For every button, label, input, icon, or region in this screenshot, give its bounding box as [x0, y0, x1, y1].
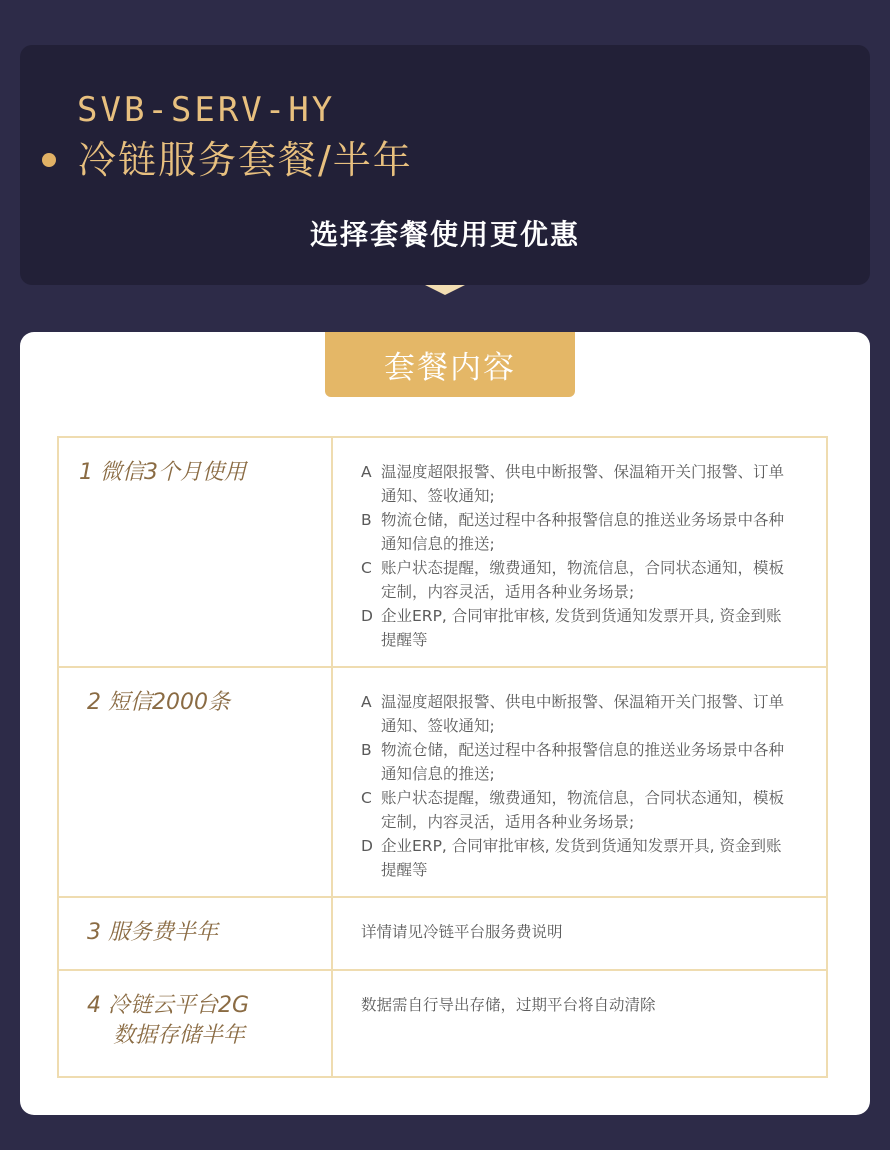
row-title-line-2: 数据存储半年 [113, 1023, 246, 1048]
row-title-line-1: 4 冷链云平台2G [87, 993, 250, 1018]
item-letter: B [361, 741, 372, 759]
bullet-dot-icon [42, 153, 56, 167]
package-card [20, 332, 870, 1115]
table-row [58, 970, 827, 1077]
package-table [57, 436, 828, 1078]
section-title-badge: 套餐内容 [325, 332, 575, 397]
list-item [361, 738, 790, 786]
item-letter: D [361, 837, 373, 855]
item-letter: A [361, 463, 372, 481]
row-title [58, 667, 332, 897]
item-letter: D [361, 607, 373, 625]
item-text: 账户状态提醒，缴费通知，物流信息，合同状态通知，模板定制，内容灵活，适用各种业务场景; [381, 559, 785, 601]
header-panel [20, 45, 870, 285]
list-item [361, 556, 790, 604]
item-text: 温湿度超限报警、供电中断报警、保温箱开关门报警、订单通知、签收通知; [381, 463, 785, 505]
item-text: 账户状态提醒，缴费通知，物流信息，合同状态通知，模板定制，内容灵活，适用各种业务场景; [381, 789, 785, 831]
pointer-triangle-icon [425, 285, 465, 295]
list-item [361, 690, 790, 738]
row-title [58, 970, 332, 1077]
tagline: 选择套餐使用更优惠 [309, 218, 580, 251]
list-item [361, 834, 790, 882]
list-item [361, 604, 790, 652]
item-text: 企业ERP, 合同审批审核, 发货到货通知发票开具, 资金到账提醒等 [381, 607, 782, 649]
list-item [361, 786, 790, 834]
table-row [58, 667, 827, 897]
table-row [58, 897, 827, 970]
row-description [332, 437, 827, 667]
item-text: 温湿度超限报警、供电中断报警、保温箱开关门报警、订单通知、签收通知; [381, 693, 785, 735]
row-description: 数据需自行导出存储，过期平台将自动清除 [332, 970, 827, 1077]
item-letter: C [361, 559, 372, 577]
row-title [58, 897, 332, 970]
item-letter: C [361, 789, 372, 807]
item-text: 物流仓储，配送过程中各种报警信息的推送业务场景中各种通知信息的推送; [381, 511, 785, 553]
product-name-row [42, 138, 413, 182]
product-code: SVB-SERV-HY [77, 90, 336, 130]
product-name: 冷链服务套餐/半年 [78, 138, 413, 182]
row-title: 1 微信3个月使用 [58, 437, 332, 667]
item-letter: B [361, 511, 372, 529]
list-item [361, 508, 790, 556]
table-row [58, 437, 827, 667]
item-text: 企业ERP, 合同审批审核, 发货到货通知发票开具, 资金到账提醒等 [381, 837, 782, 879]
row-description: 详情请见冷链平台服务费说明 [332, 897, 827, 970]
row-title-text: 2 短信2000条 [87, 690, 230, 715]
row-title-text: 3 服务费半年 [87, 920, 218, 945]
item-text: 物流仓储，配送过程中各种报警信息的推送业务场景中各种通知信息的推送; [381, 741, 785, 783]
row-description [332, 667, 827, 897]
item-letter: A [361, 693, 372, 711]
list-item [361, 460, 790, 508]
